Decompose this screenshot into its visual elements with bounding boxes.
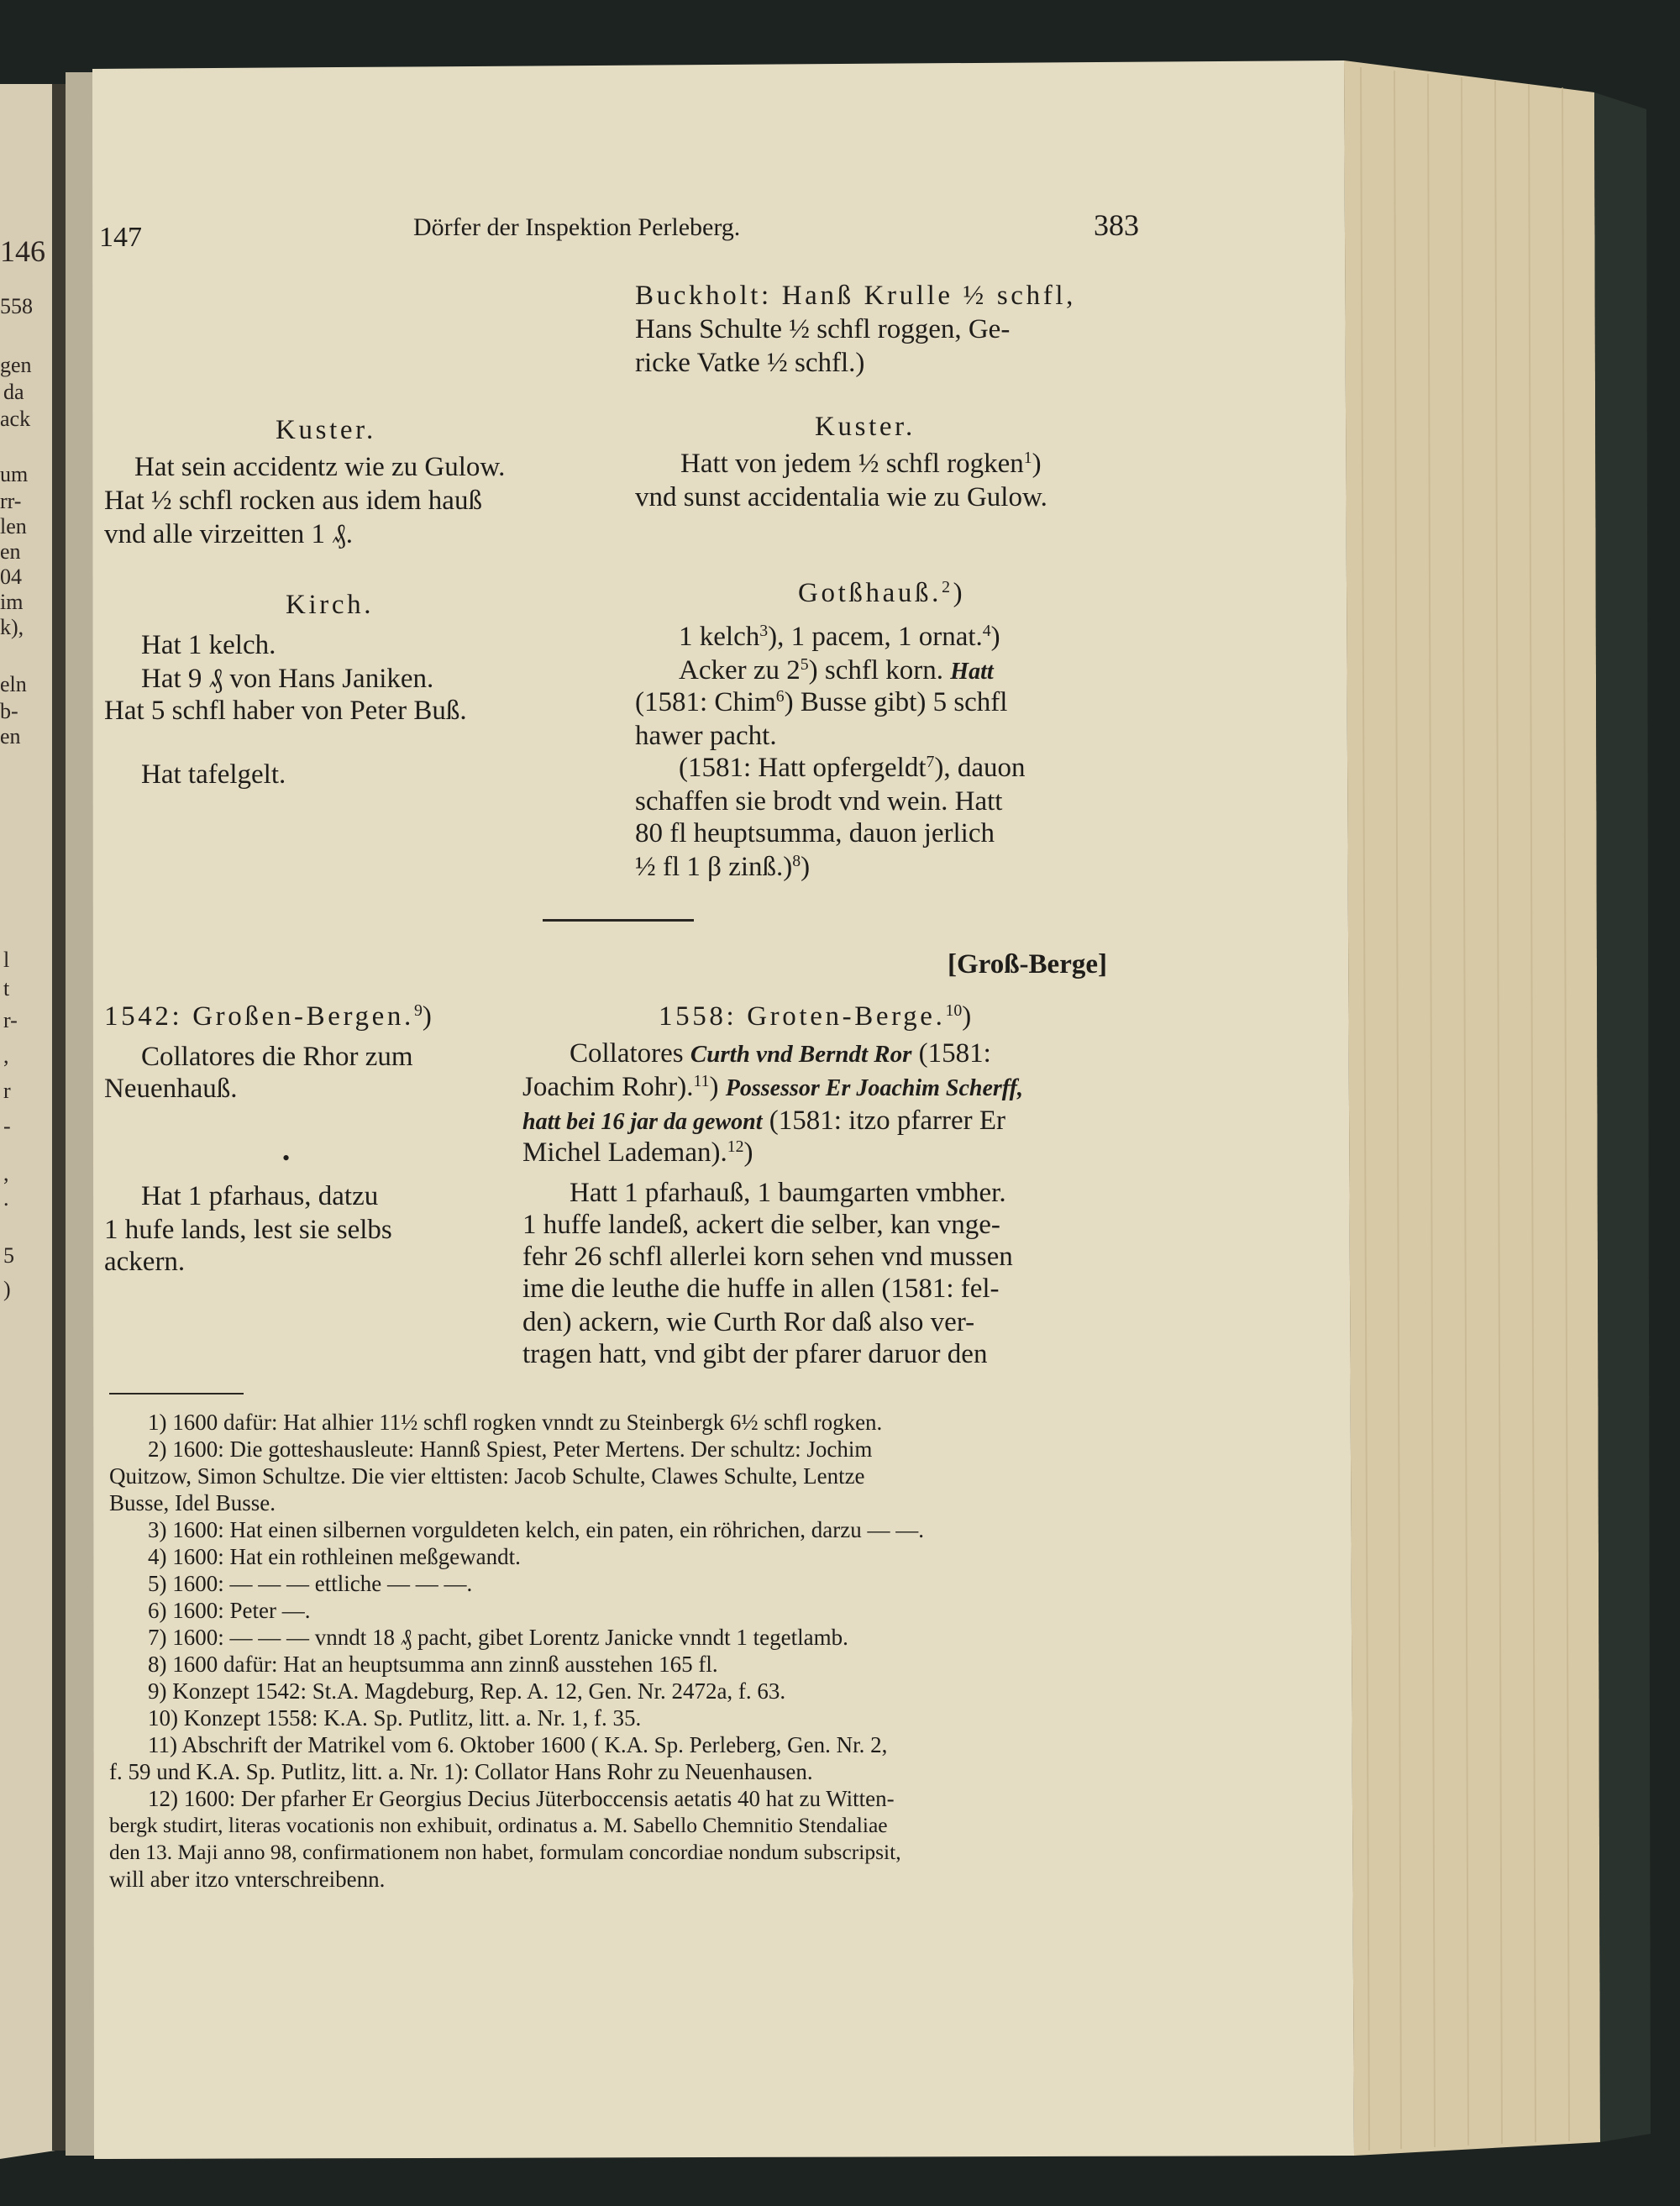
running-title: Dörfer der Inspektion Perleberg. — [413, 213, 741, 241]
text-line: 1 huffe landeß, ackert die selber, kan vnge- — [522, 1210, 1000, 1240]
text-line: vnd sunst accidentalia wie zu Gulow. — [635, 482, 1047, 512]
footnote-line: 12) 1600: Der pfarher Er Georgius Decius Jüterboccensis aetatis 40 hat zu Witten- — [148, 1786, 895, 1811]
text-line: ackern. — [104, 1247, 186, 1277]
text-line: Collatores die Rhor zum — [141, 1042, 413, 1072]
text-line: ime die leuthe die huffe in allen (1581: fel- — [522, 1274, 1000, 1304]
footnote-line: 11) Abschrift der Matrikel vom 6. Oktober 1600 ( K.A. Sp. Perleberg, Gen. Nr. 2, — [148, 1732, 888, 1757]
left-fragment: - — [3, 1114, 11, 1138]
text-line: Joachim Rohr).$^{11}$) Possessor Er Joachim Scherff, — [522, 1072, 1023, 1102]
left-fragment: rr- — [0, 489, 22, 513]
text-line: Hatt 1 pfarhauß, 1 baumgarten vmbher. — [570, 1178, 1006, 1208]
left-fragment: 146 — [0, 234, 45, 268]
footnote-line: 3) 1600: Hat einen silbernen vorguldeten kelch, ein paten, ein röhrichen, darzu — —. — [148, 1517, 924, 1542]
text-line: schaffen sie brodt vnd wein. Hatt — [635, 786, 1003, 817]
text-line: Hat 1 pfarhaus, datzu — [141, 1181, 379, 1211]
left-fragment: len — [0, 514, 27, 538]
footnote-line: 2) 1600: Die gotteshausleute: Hannß Spiest, Peter Mertens. Der schultz: Jochim — [148, 1437, 873, 1462]
section-heading-gross-berge: [Groß-Berge] — [948, 949, 1107, 980]
text-line: vnd alle virzeitten 1 ₰. — [104, 519, 353, 549]
footnote-line: 10) Konzept 1558: K.A. Sp. Putlitz, litt. a. Nr. 1, f. 35. — [148, 1705, 642, 1731]
left-fragment: l — [3, 948, 10, 972]
footnote-line: 6) 1600: Peter —. — [148, 1598, 311, 1623]
left-fragment: en — [0, 724, 21, 748]
text-line: 80 fl heuptsumma, dauon jerlich — [635, 818, 995, 848]
section-heading: Gotßhauß.$^2$) — [798, 578, 966, 608]
text-line: ½ fl 1 β zinß.)$^8$) — [635, 852, 811, 882]
header-left-number: 147 — [99, 222, 142, 253]
text-line: 1558: Groten-Berge.$^{10}$) — [659, 1001, 972, 1032]
footnote-line: f. 59 und K.A. Sp. Putlitz, litt. a. Nr. 1): Collator Hans Rohr zu Neuenhausen. — [109, 1759, 813, 1784]
section-heading: Kirch. — [286, 590, 375, 620]
text-line: ricke Vatke ½ schfl.) — [635, 348, 865, 378]
footnote-line: 4) 1600: Hat ein rothleinen meßgewandt. — [148, 1544, 521, 1569]
left-fragment: t — [3, 976, 10, 1001]
text-line: Hat tafelgelt. — [141, 759, 286, 790]
footnote-line: 1) 1600 dafür: Hat alhier 11½ schfl rogken vnndt zu Steinbergk 6½ schfl rogken. — [148, 1410, 883, 1435]
text-line: Hat 5 schfl haber von Peter Buß. — [104, 696, 467, 726]
footnote-line: den 13. Maji anno 98, confirmationem non habet, formulam concordiae nondum subscripsit, — [109, 1840, 901, 1864]
text-line: hatt bei 16 jar da gewont (1581: itzo pfarrer Er — [522, 1106, 1006, 1136]
left-fragment: da — [3, 380, 24, 404]
text-line: Hat ½ schfl rocken aus idem hauß — [104, 486, 482, 516]
left-fragment: r — [3, 1079, 11, 1103]
left-fragment: ack — [0, 407, 31, 431]
text-line: Michel Lademan).$^{12}$) — [522, 1137, 753, 1168]
section-heading: Kuster. — [815, 412, 916, 442]
footnote-line: bergk studirt, literas vocationis non exhibuit, ordinatus a. M. Sabello Chemnitio Stendaliae — [109, 1813, 888, 1837]
text-line: Buckholt: Hanß Krulle ½ schfl, — [635, 281, 1076, 311]
left-fragment: k), — [0, 615, 24, 639]
left-fragment: 04 — [0, 565, 22, 589]
text-line: (1581: Hatt opfergeldt$^7$), dauon — [679, 753, 1026, 783]
left-fragment: 558 — [0, 294, 33, 318]
left-fragment: gen — [0, 353, 32, 377]
text-line: 1542: Großen-Bergen.$^9$) — [104, 1001, 432, 1032]
left-fragment: eln — [0, 672, 27, 696]
section-divider — [543, 919, 694, 922]
footnote-line: 5) 1600: — — — ettliche — — —. — [148, 1571, 473, 1596]
footnote-line: 7) 1600: — — — vnndt 18 ₰ pacht, gibet Lorentz Janicke vnndt 1 tegetlamb. — [148, 1625, 848, 1650]
left-fragment: r- — [3, 1008, 18, 1032]
text-line: tragen hatt, vnd gibt der pfarer daruor den — [522, 1339, 988, 1369]
left-fragment: um — [0, 462, 29, 486]
left-fragment: en — [0, 539, 21, 564]
text-line: Collatores Curth vnd Berndt Ror (1581: — [570, 1038, 991, 1069]
text-line: Hans Schulte ½ schfl roggen, Ge- — [635, 314, 1011, 344]
bullet-mark: • — [282, 1146, 291, 1170]
text-line: hawer pacht. — [635, 721, 777, 751]
footnote-line: will aber itzo vnterschreibenn. — [109, 1867, 386, 1892]
left-fragment: b- — [0, 699, 18, 723]
text-line: (1581: Chim$^6$) Busse gibt) 5 schfl — [635, 687, 1008, 717]
text-line: Hatt von jedem ½ schfl rogken$^1$) — [680, 449, 1042, 479]
footnote-line: 8) 1600 dafür: Hat an heuptsumma ann zinnß ausstehen 165 fl. — [148, 1652, 718, 1677]
text-line: Hat 1 kelch. — [141, 630, 276, 660]
left-fragment: 5 — [3, 1243, 14, 1268]
left-fragment: , — [3, 1043, 9, 1068]
footnote-line: 9) Konzept 1542: St.A. Magdeburg, Rep. A. 12, Gen. Nr. 2472a, f. 63. — [148, 1678, 786, 1704]
text-line: Neuenhauß. — [104, 1074, 238, 1104]
text-line: 1 kelch$^3$), 1 pacem, 1 ornat.$^4$) — [679, 622, 1000, 652]
text-line: 1 hufe lands, lest sie selbs — [104, 1215, 392, 1245]
text-line: fehr 26 schfl allerlei korn sehen vnd mussen — [522, 1242, 1013, 1272]
section-heading: Kuster. — [276, 415, 376, 445]
footnote-line: Quitzow, Simon Schultze. Die vier elttisten: Jacob Schulte, Clawes Schulte, Lentze — [109, 1463, 865, 1489]
footnote-rule — [109, 1393, 244, 1395]
text-line: Hat 9 ₰ von Hans Janiken. — [141, 664, 434, 694]
page-number: 383 — [1094, 208, 1139, 242]
text-line: Acker zu $2^5$) schfl korn. Hatt — [679, 655, 994, 685]
left-fragment: , — [3, 1161, 9, 1185]
left-fragment: . — [3, 1186, 9, 1211]
text-line: Hat sein accidentz wie zu Gulow. — [134, 452, 506, 482]
text-line: den) ackern, wie Curth Ror daß also ver- — [522, 1307, 975, 1337]
left-fragment: im — [0, 590, 24, 614]
footnote-line: Busse, Idel Busse. — [109, 1490, 276, 1515]
left-fragment: ) — [3, 1277, 11, 1301]
